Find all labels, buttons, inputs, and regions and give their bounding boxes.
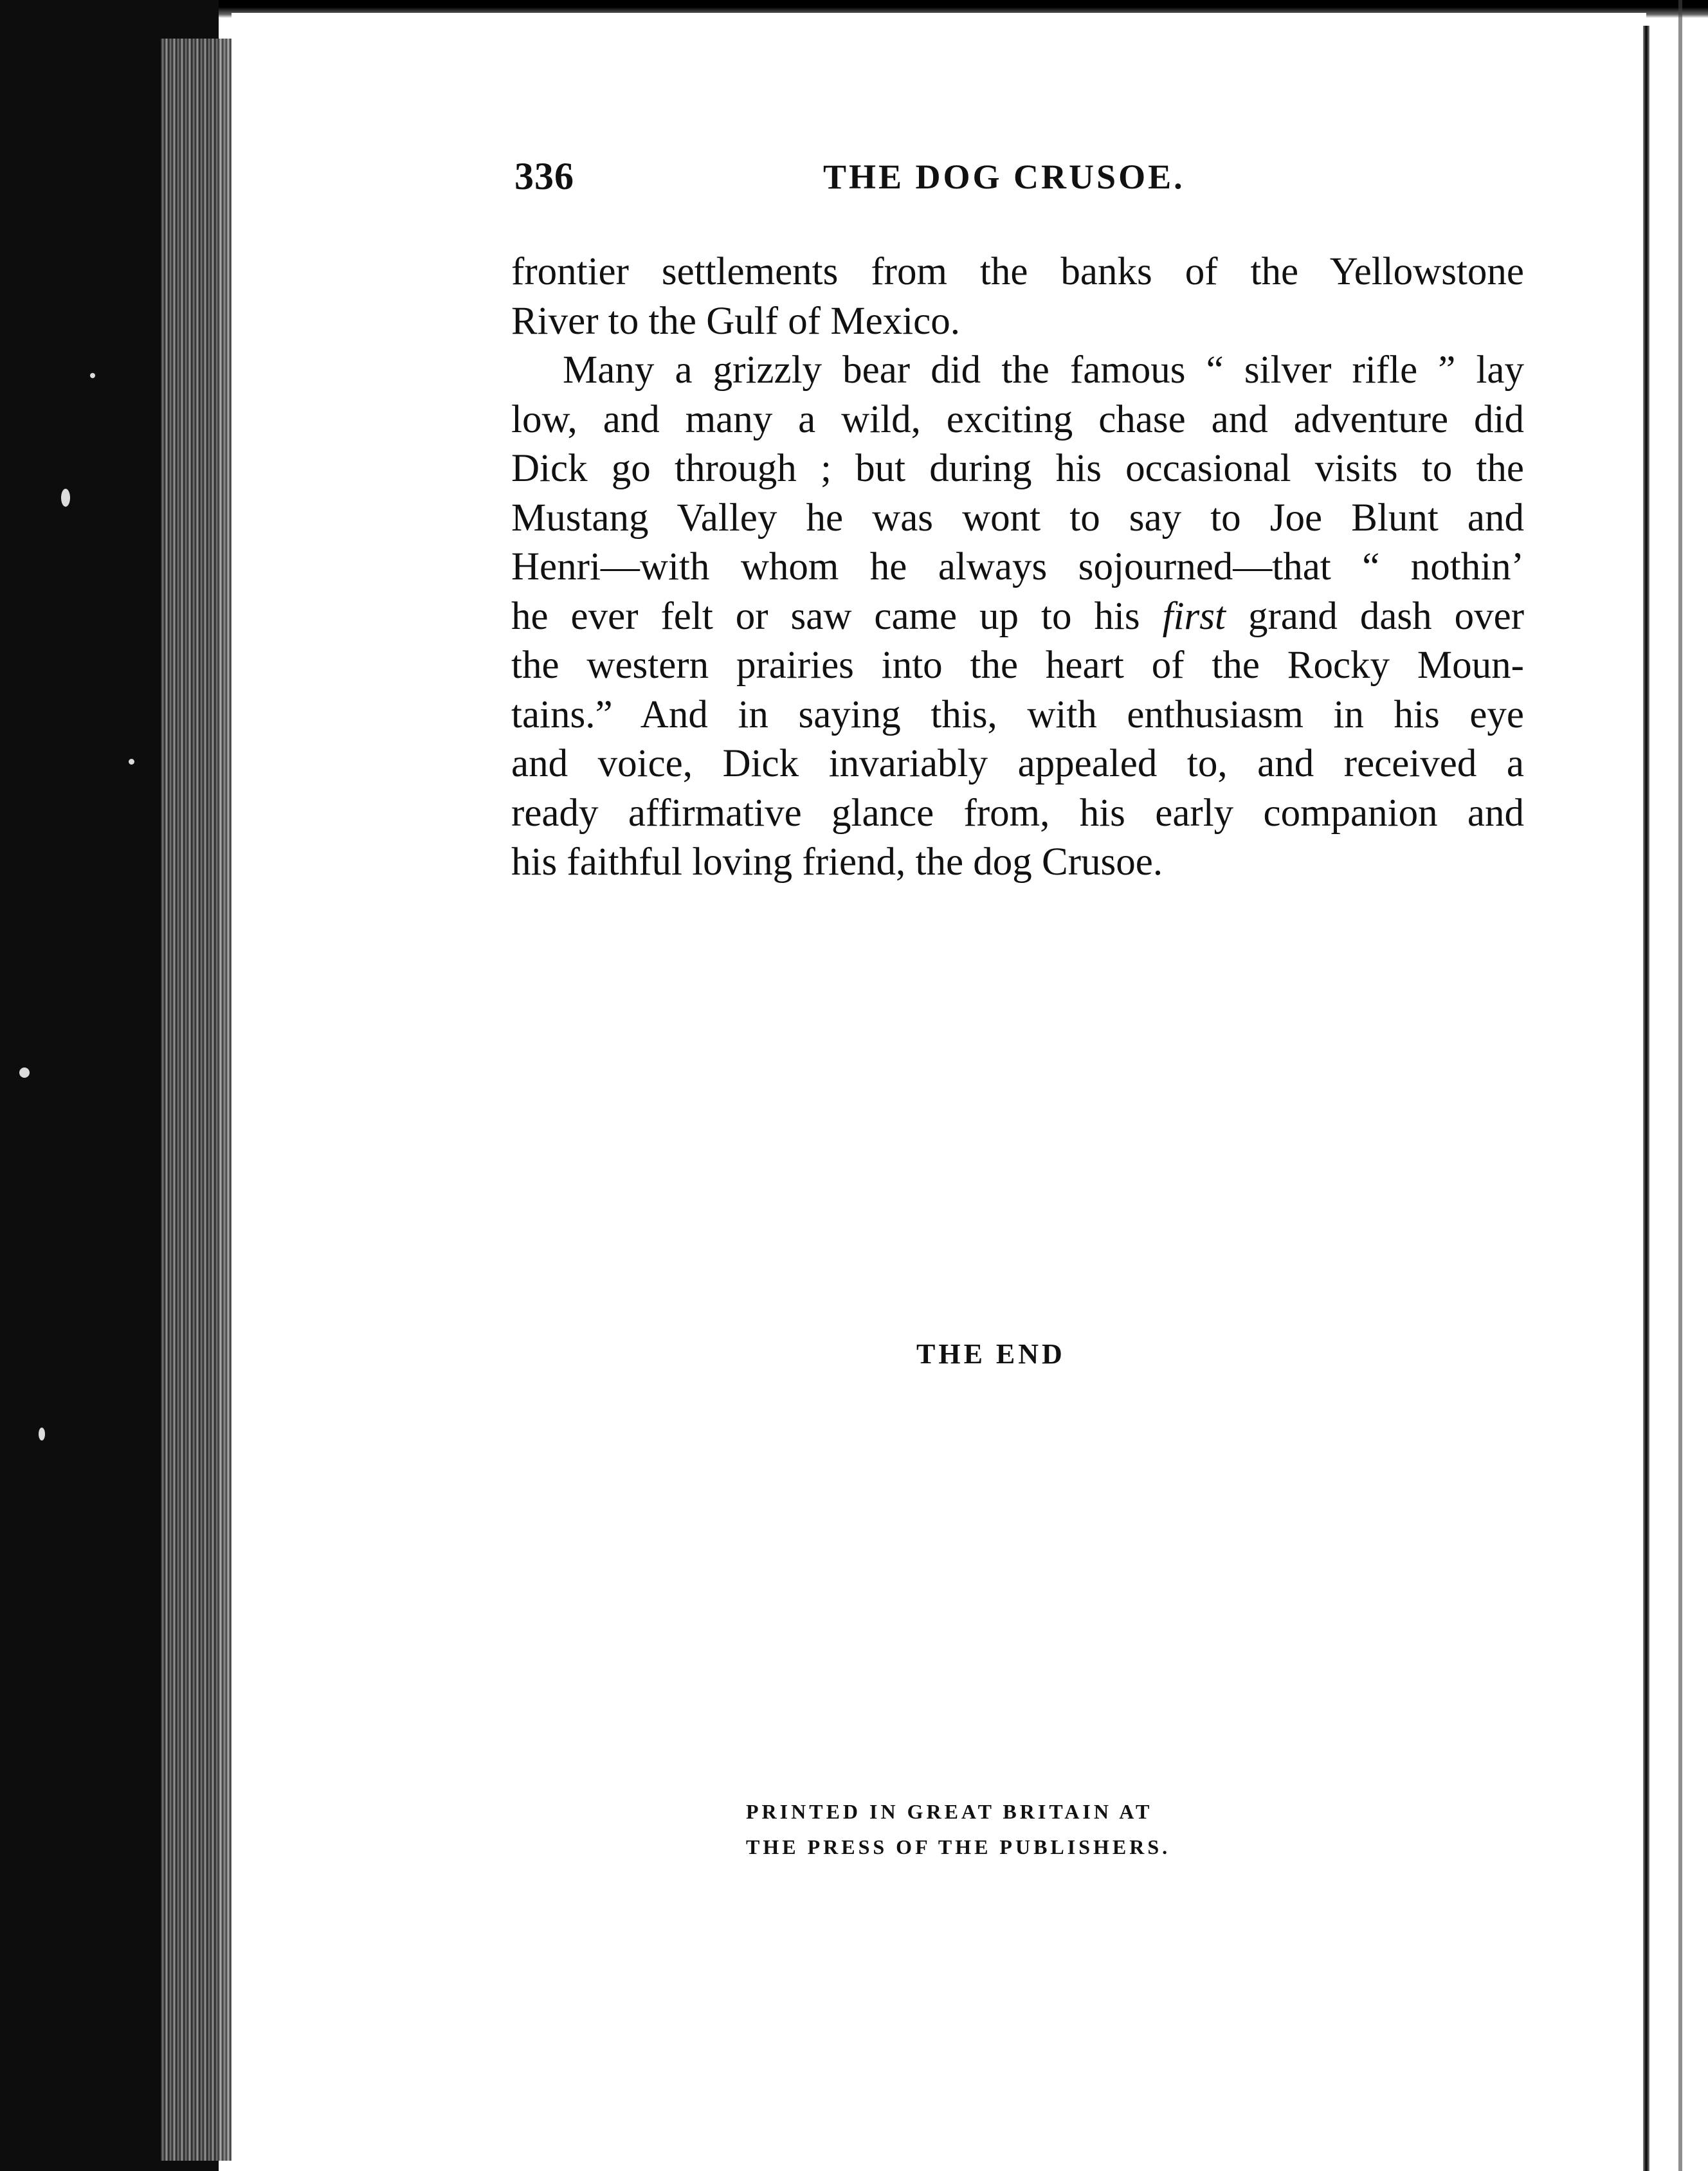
page-number: 336 (514, 155, 574, 197)
scan-speck (39, 1428, 45, 1440)
text-line: Many a grizzly bear did the famous “ silver rifle ” lay (563, 349, 1524, 392)
imprint-line: PRINTED IN GREAT BRITAIN AT (746, 1800, 1153, 1823)
text-segment: he ever felt or saw came up to his (511, 594, 1140, 638)
text-line: low, and many a wild, exciting chase and adventure did (511, 397, 1524, 441)
scan-speck (61, 489, 70, 507)
text-line: Dick go through ; but during his occasional visits to the (511, 447, 1524, 490)
text-line: tains.” And in saying this, with enthusiasm in his eye (511, 693, 1524, 736)
text-line: and voice, Dick invariably appealed to, and received a (511, 742, 1524, 785)
imprint-line: THE PRESS OF THE PUBLISHERS. (746, 1835, 1171, 1858)
text-segment: grand dash over (1248, 594, 1525, 638)
body-text (511, 248, 1524, 887)
next-leaf-edge (1678, 0, 1682, 2171)
text-line: River to the Gulf of Mexico. (511, 299, 960, 343)
text-line: Mustang Valley he was wont to say to Joe Blunt and (511, 496, 1524, 540)
text-line: Henri—with whom he always sojourned—that “ nothin’ (511, 545, 1524, 588)
scan-speck (129, 759, 134, 765)
italic-word: first (1162, 594, 1226, 638)
scan-speck (19, 1067, 30, 1078)
page-edges (161, 39, 232, 2161)
text-line: frontier settlements from the banks of the Yellowstone (511, 250, 1524, 293)
the-end: THE END (916, 1338, 1066, 1370)
scan-speck (90, 373, 95, 378)
text-line-with-italic (511, 592, 1524, 642)
printer-imprint (746, 1794, 1235, 1865)
text-line: the western prairies into the heart of the Rocky Moun- (511, 644, 1524, 687)
running-title: THE DOG CRUSOE. (823, 158, 1185, 196)
text-line: his faithful loving friend, the dog Crusoe. (511, 840, 1163, 884)
binding-edge (1643, 26, 1649, 2171)
text-line: ready affirmative glance from, his early companion and (511, 791, 1524, 835)
running-head (514, 154, 1518, 212)
